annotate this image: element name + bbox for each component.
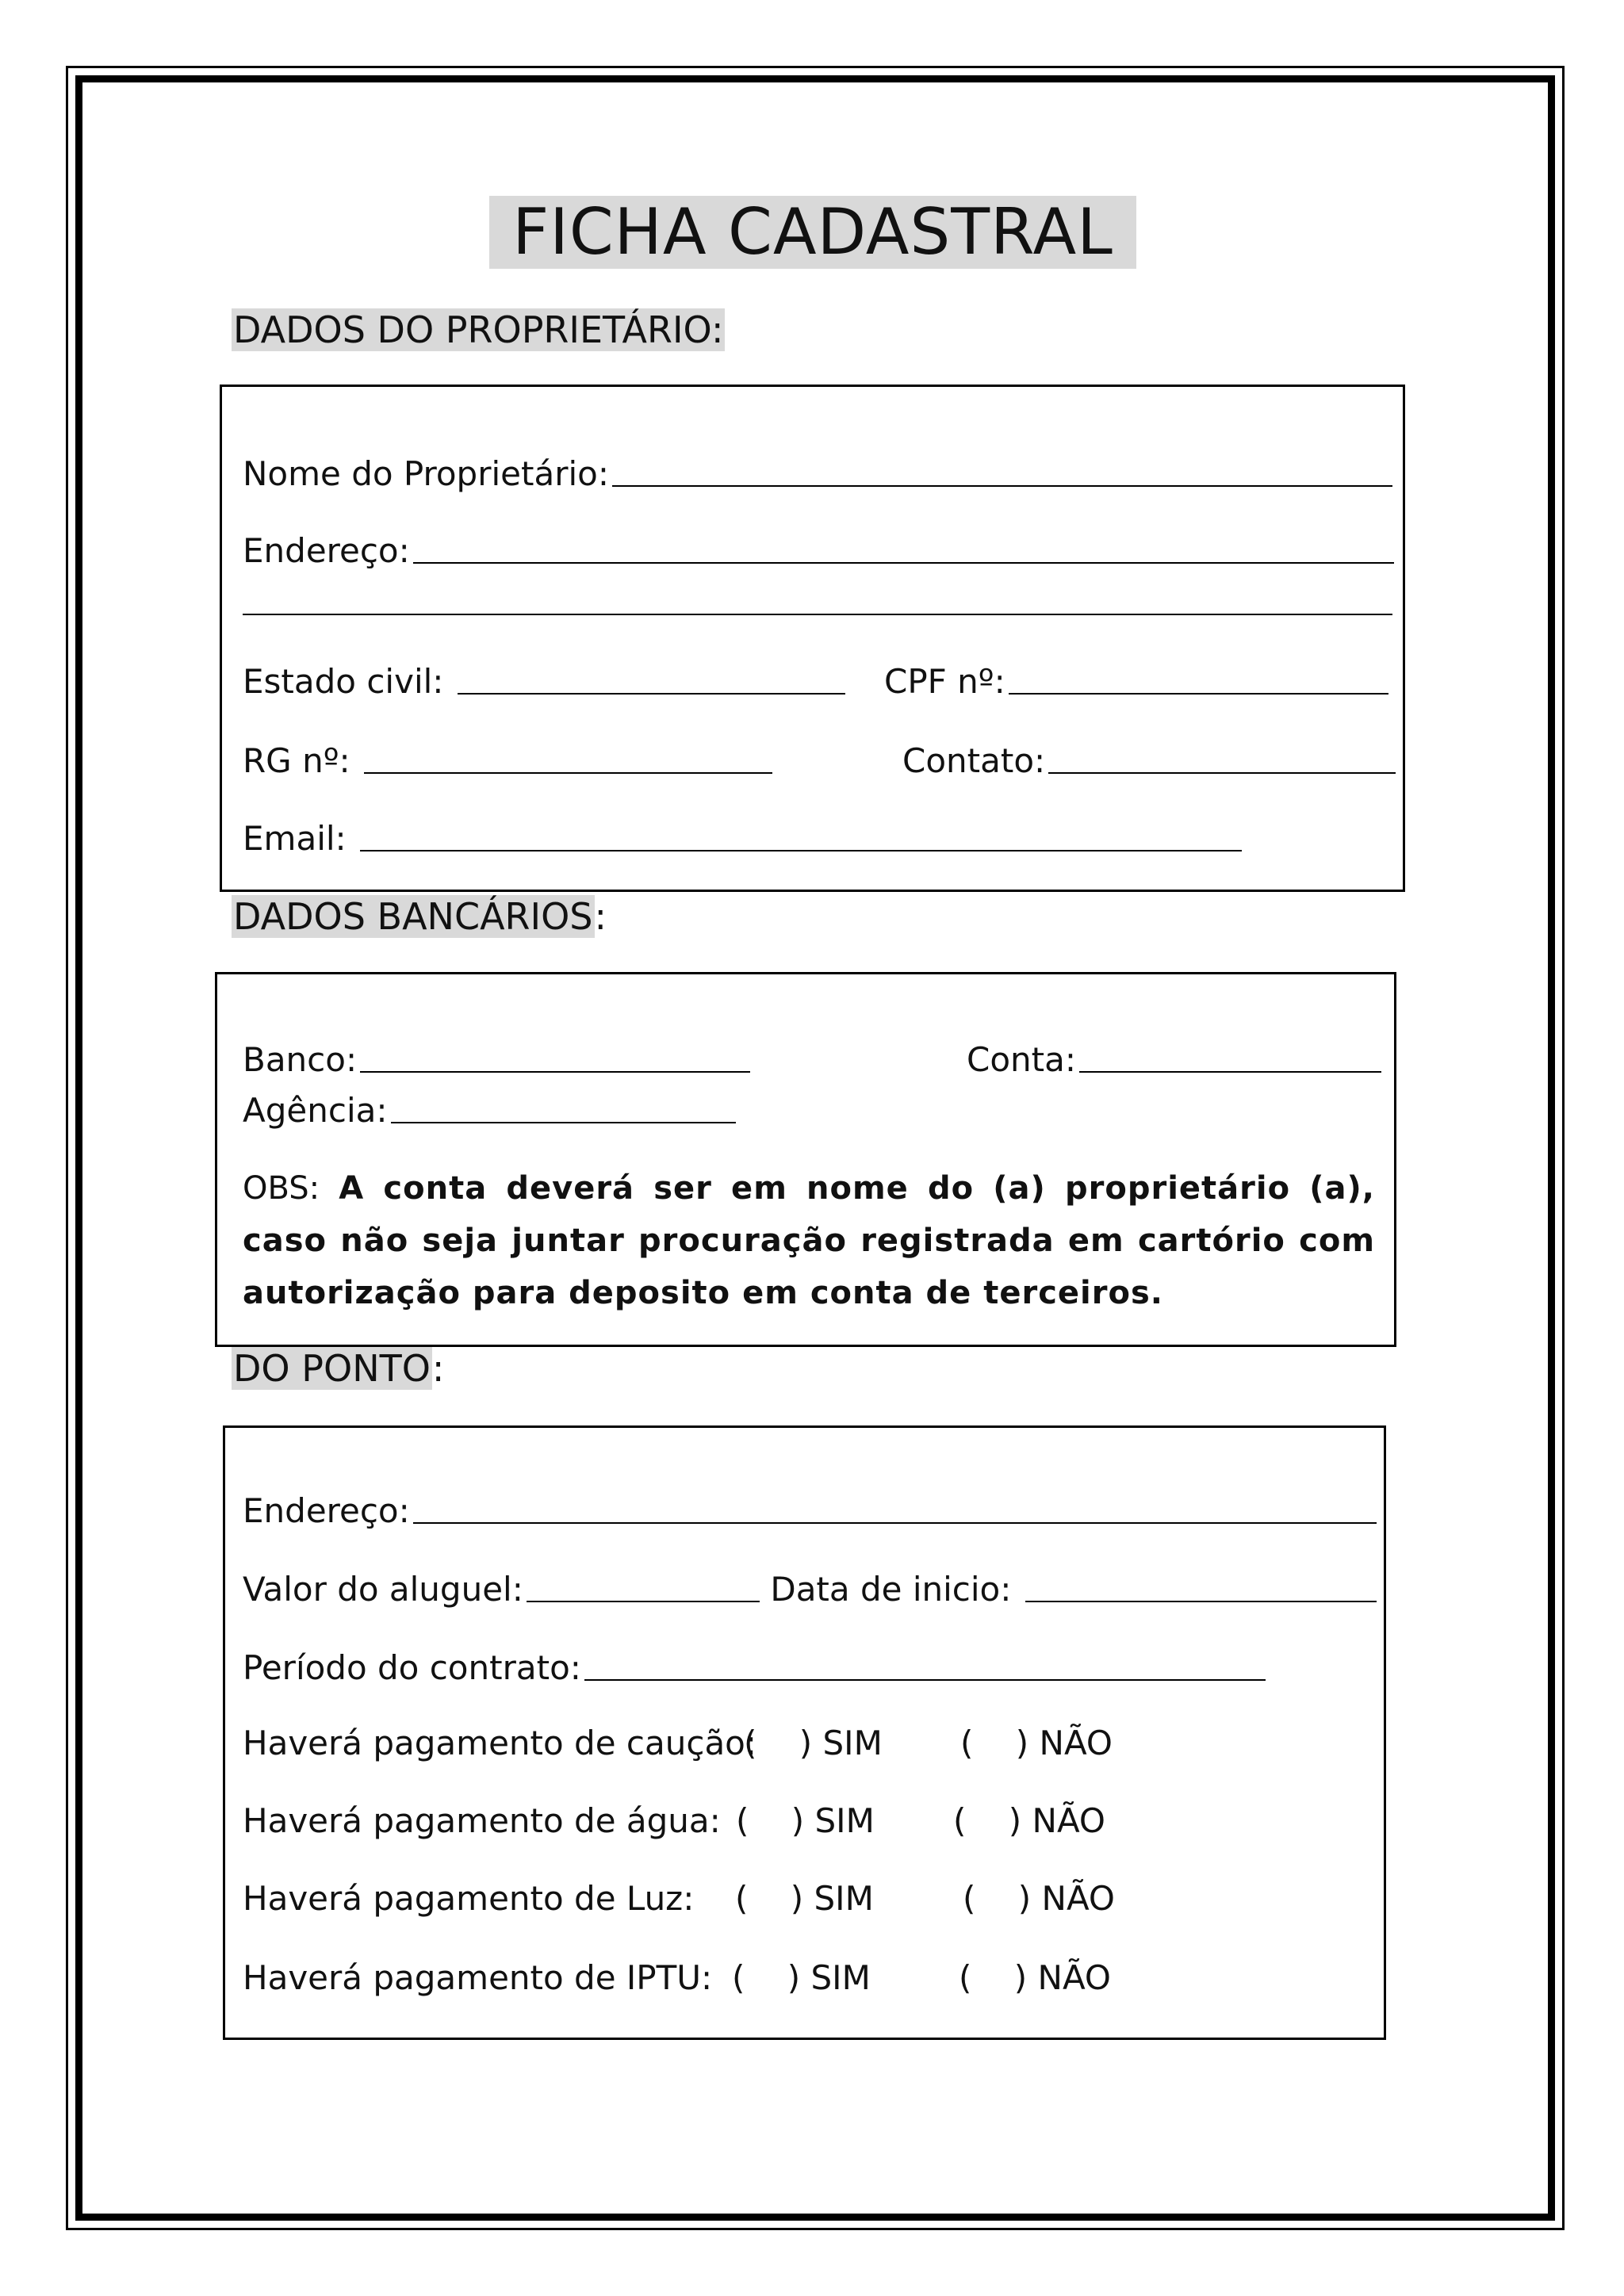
rent-value-input-line[interactable] xyxy=(527,1601,760,1602)
owner-name-field[interactable] xyxy=(243,449,1392,493)
agency-input-line[interactable] xyxy=(391,1122,737,1123)
iptu-payment-row xyxy=(243,1954,1369,2002)
cpf-field[interactable] xyxy=(884,656,1388,701)
water-no-option[interactable]: ( ) NÃO xyxy=(953,1801,1105,1840)
marital-status-input-line[interactable] xyxy=(458,693,845,695)
bank-section-heading xyxy=(228,893,610,940)
electricity-no-option[interactable]: ( ) NÃO xyxy=(963,1879,1115,1918)
iptu-payment-label: Haverá pagamento de IPTU: xyxy=(243,1958,713,1997)
contact-input-line[interactable] xyxy=(1048,772,1396,774)
point-address-input-line[interactable] xyxy=(413,1522,1377,1524)
obs-label: OBS: xyxy=(243,1170,320,1207)
rg-label: RG nº: xyxy=(243,741,361,780)
marital-status-label: Estado civil: xyxy=(243,662,454,701)
water-yes-option[interactable]: ( ) SIM xyxy=(736,1801,875,1840)
iptu-yes-option[interactable]: ( ) SIM xyxy=(732,1958,871,1997)
deposit-payment-label: Haverá pagamento de caução: xyxy=(243,1724,757,1762)
contract-period-field[interactable] xyxy=(243,1643,1266,1687)
account-field[interactable] xyxy=(967,1035,1381,1079)
form-title: FICHA CADASTRAL xyxy=(489,196,1136,269)
agency-label: Agência: xyxy=(243,1091,388,1130)
electricity-payment-row xyxy=(243,1875,1369,1923)
owner-name-input-line[interactable] xyxy=(612,485,1392,487)
email-field[interactable] xyxy=(243,813,1242,858)
email-input-line[interactable] xyxy=(360,850,1242,851)
owner-address-second-line[interactable] xyxy=(243,614,1392,615)
contract-period-label: Período do contrato: xyxy=(243,1648,581,1687)
cpf-label: CPF nº: xyxy=(884,662,1005,701)
start-date-field[interactable] xyxy=(760,1564,1377,1609)
point-section-heading-colon: : xyxy=(431,1347,445,1390)
account-input-line[interactable] xyxy=(1079,1071,1381,1073)
cpf-input-line[interactable] xyxy=(1009,693,1388,695)
bank-observation xyxy=(243,1162,1375,1319)
rg-input-line[interactable] xyxy=(364,772,772,774)
point-address-label: Endereço: xyxy=(243,1491,410,1530)
deposit-no-option[interactable]: ( ) NÃO xyxy=(960,1724,1113,1762)
water-payment-row xyxy=(243,1797,1369,1845)
point-section-heading xyxy=(228,1345,447,1392)
start-date-input-line[interactable] xyxy=(1025,1601,1377,1602)
owner-section-heading-text: DADOS DO PROPRIETÁRIO: xyxy=(233,308,724,351)
bank-data-box xyxy=(215,972,1396,1347)
marital-status-field[interactable] xyxy=(243,656,845,701)
bank-section-heading-colon: : xyxy=(594,895,607,938)
owner-address-input-line[interactable] xyxy=(413,562,1394,564)
owner-name-label: Nome do Proprietário: xyxy=(243,454,609,493)
point-section-heading-text: DO PONTO xyxy=(233,1347,431,1390)
owner-section-heading xyxy=(228,306,728,354)
email-label: Email: xyxy=(243,819,358,858)
electricity-payment-label: Haverá pagamento de Luz: xyxy=(243,1879,695,1918)
owner-data-box xyxy=(220,385,1405,892)
owner-address-field[interactable] xyxy=(243,526,1394,570)
rent-value-field[interactable] xyxy=(243,1564,760,1609)
bank-label: Banco: xyxy=(243,1040,358,1079)
deposit-yes-option[interactable]: ( ) SIM xyxy=(744,1724,883,1762)
owner-address-label: Endereço: xyxy=(243,531,410,570)
deposit-payment-row xyxy=(243,1720,1369,1767)
obs-text: A conta deverá ser em nome do (a) proprietário (a), caso não seja juntar procuração registrada em cartório com autorização para deposito em conta de terceiros. xyxy=(243,1170,1375,1311)
point-data-box xyxy=(223,1425,1386,2040)
contract-period-input-line[interactable] xyxy=(584,1679,1266,1681)
rg-field[interactable] xyxy=(243,736,772,780)
bank-section-heading-text: DADOS BANCÁRIOS xyxy=(233,895,593,938)
bank-field[interactable] xyxy=(243,1035,750,1079)
rent-value-label: Valor do aluguel: xyxy=(243,1570,523,1609)
electricity-yes-option[interactable]: ( ) SIM xyxy=(735,1879,874,1918)
start-date-label: Data de inicio: xyxy=(760,1570,1022,1609)
point-address-field[interactable] xyxy=(243,1486,1377,1530)
water-payment-label: Haverá pagamento de água: xyxy=(243,1801,721,1840)
contact-label: Contato: xyxy=(902,741,1046,780)
bank-input-line[interactable] xyxy=(360,1071,750,1073)
agency-field[interactable] xyxy=(243,1085,736,1130)
iptu-no-option[interactable]: ( ) NÃO xyxy=(959,1958,1111,1997)
contact-field[interactable] xyxy=(902,736,1396,780)
account-label: Conta: xyxy=(967,1040,1076,1079)
